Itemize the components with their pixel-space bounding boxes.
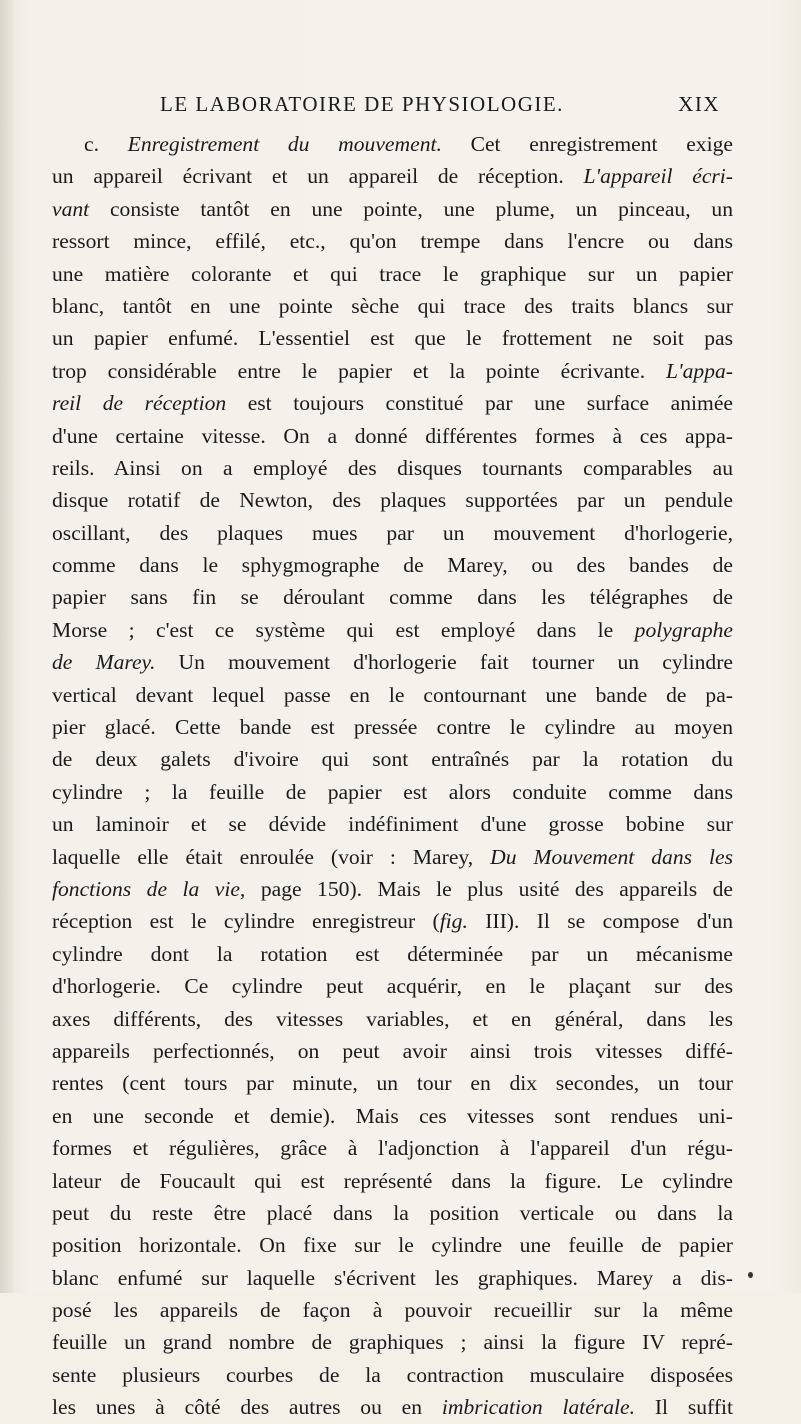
text-line [52,1391,733,1423]
text-line [52,193,733,225]
text-line: d'une certaine vitesse. On a donné différentes formes à ces appa- [52,423,733,448]
text-line: papier sans fin se déroulant comme dans les télégraphes de [52,585,733,610]
text-span: les unes à côté des autres ou en [52,1395,442,1420]
text-line: disque rotatif de Newton, des plaques supportées par un pendule [52,488,733,513]
text-line: un papier enfumé. L'essentiel est que le frottement ne soit pas [52,326,733,351]
text-line: pier glacé. Cette bande est pressée contre le cylindre au moyen [52,715,733,740]
text-line: une matière colorante et qui trace le graphique sur un papier [52,261,733,286]
book-title: Du Mouvement dans les [490,844,733,869]
text-line [52,905,733,937]
text-span: est toujours constitué par une surface animée [226,391,733,416]
section-heading: Enregistrement du mouvement. [127,132,442,156]
text-line: position horizontale. On fixe sur le cylindre une feuille de papier [52,1233,733,1258]
binding-edge [0,0,14,1293]
text-line: lateur de Foucault qui est représenté dans la figure. Le cylindre [52,1168,733,1193]
text-line [52,873,733,905]
text-span: laquelle elle était enroulée (voir : Marey, [52,844,491,869]
text-line [52,387,733,419]
text-line: peut du reste être placé dans la position verticale ou dans la [52,1200,733,1225]
text-span: trop considérable entre le papier et la pointe écrivante. [52,358,666,383]
text-line [52,841,733,873]
text-span: page 150). Mais le plus usité des appareils de [245,876,733,901]
text-line: formes et régulières, grâce à l'adjonction à l'appareil d'un régu- [52,1136,733,1161]
text-line: de deux galets d'ivoire qui sont entraînés par la rotation du [52,747,733,772]
italic-term: de Marey. [52,650,156,675]
text-line [52,355,733,387]
italic-term: imbrication latérale. [441,1395,636,1420]
text-line: reils. Ainsi on a employé des disques tournants comparables au [52,455,733,480]
ink-speck [748,1272,753,1278]
text-line: posé les appareils de façon à pouvoir recueillir sur la même [52,1298,733,1323]
text-span: c. [84,132,128,156]
italic-term: polygraphe [634,617,733,642]
page-number: XIX [678,92,720,116]
text-span: Un mouvement d'horlogerie fait tourner un cylindre [155,650,734,675]
book-title: fonctions de la vie, [52,876,246,901]
running-head [160,92,720,122]
body-text [52,128,733,1424]
text-line [52,160,733,192]
text-line: cylindre ; la feuille de papier est alors conduite comme dans [52,779,733,804]
text-line: d'horlogerie. Ce cylindre peut acquérir, en le plaçant sur des [52,974,733,999]
text-span: un appareil écrivant et un appareil de réception. [52,164,584,189]
text-span: Il suffit [635,1395,734,1420]
italic-term: fig. [439,909,468,934]
text-line: ressort mince, effilé, etc., qu'on trempe dans l'encre ou dans [52,229,733,254]
text-line: blanc enfumé sur laquelle s'écrivent les graphiques. Marey a dis- [52,1265,733,1290]
text-line: vertical devant lequel passe en le contournant une bande de pa- [52,682,733,707]
text-line: comme dans le sphygmographe de Marey, ou des bandes de [52,553,733,578]
italic-term: vant [52,196,90,221]
text-line: en une seconde et demie). Mais ces vitesses sont rendues uni- [52,1103,733,1128]
running-title: LE LABORATOIRE DE PHYSIOLOGIE. [160,92,564,116]
text-span: Cet enregistrement exige [441,132,733,156]
text-line: cylindre dont la rotation est déterminée par un mécanisme [52,941,733,966]
text-line: appareils perfectionnés, on peut avoir ainsi trois vitesses diffé- [52,1038,733,1063]
text-span: réception est le cylindre enregistreur ( [52,909,440,934]
text-span: Morse ; c'est ce système qui est employé dans le [52,617,635,642]
text-line: rentes (cent tours par minute, un tour en dix secondes, un tour [52,1071,733,1096]
italic-term: reil de réception [52,391,227,416]
text-line [52,646,733,678]
text-span: III). Il se compose d'un [467,909,733,934]
text-line: feuille un grand nombre de graphiques ; ainsi la figure IV repré- [52,1330,733,1355]
text-line: blanc, tantôt en une pointe sèche qui trace des traits blancs sur [52,293,733,318]
text-span: consiste tantôt en une pointe, une plume, un pinceau, un [89,196,733,221]
text-line: oscillant, des plaques mues par un mouvement d'horlogerie, [52,520,733,545]
italic-term: L'appareil écri- [583,164,733,189]
text-line [52,128,733,160]
italic-term: L'appa- [665,358,733,383]
text-line: axes différents, des vitesses variables, et en général, dans les [52,1006,733,1031]
text-line: un laminoir et se dévide indéfiniment d'une grosse bobine sur [52,812,733,837]
text-line: sente plusieurs courbes de la contraction musculaire disposées [52,1362,733,1387]
text-line [52,614,733,646]
